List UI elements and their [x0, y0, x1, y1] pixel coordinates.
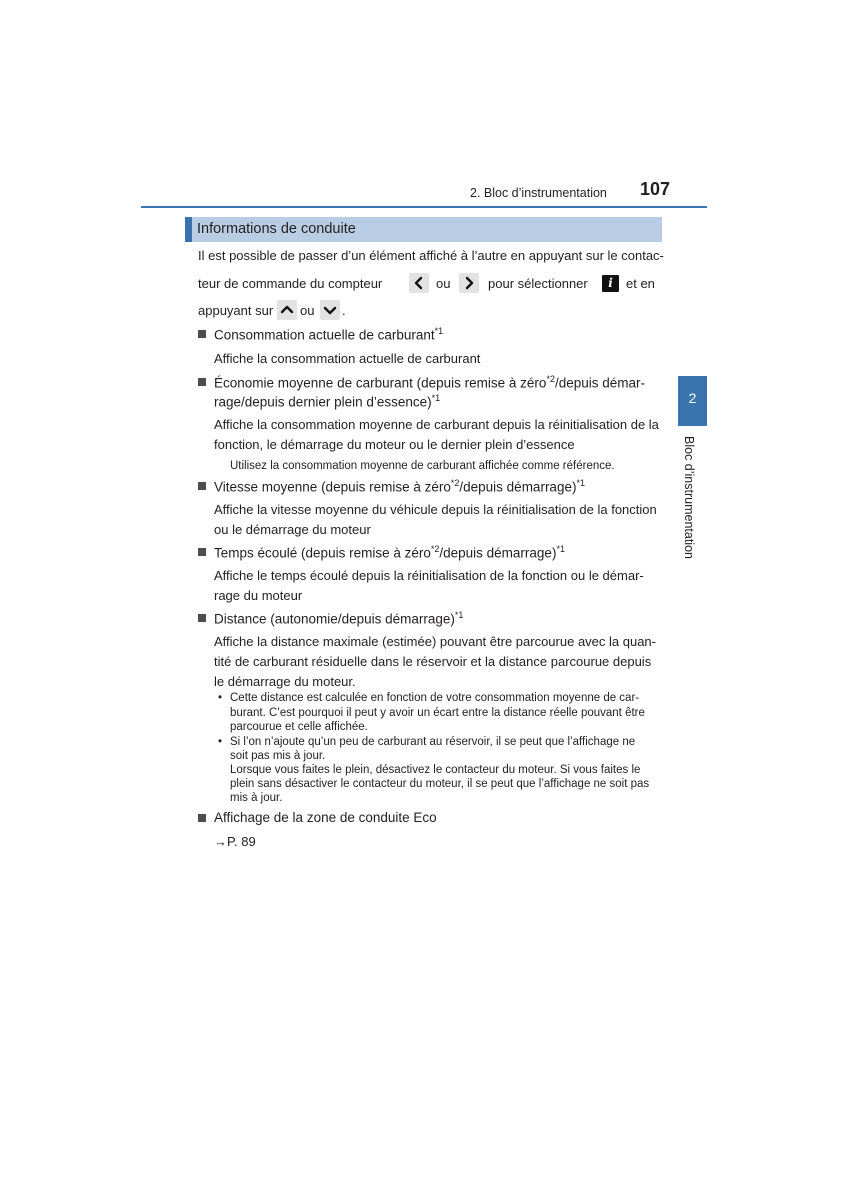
section-title: Informations de conduite — [197, 221, 356, 237]
chevron-left-icon — [409, 273, 429, 293]
footnote-marker: *1 — [431, 393, 441, 403]
item-desc-4-line-1: Affiche le temps écoulé depuis la réinitialisation de la fonction ou le démar- — [214, 568, 644, 583]
intro-or-2: ou — [300, 303, 315, 318]
note-5-2-line-4: plein sans désactiver le contacteur du moteur, il se peut que l’affichage ne soit pas — [230, 778, 650, 790]
page-number: 107 — [640, 179, 671, 199]
item-title: /depuis démarrage) — [459, 479, 577, 495]
intro-period: . — [342, 303, 346, 318]
bullet-dot: • — [218, 692, 223, 704]
item-title: Économie moyenne de carburant (depuis remise à zéro — [214, 375, 547, 391]
info-icon: i — [602, 275, 619, 292]
square-bullet-icon — [198, 614, 206, 622]
footnote-marker: *2 — [546, 374, 555, 384]
item-heading-3 — [214, 478, 585, 495]
item-desc-2-line-2: fonction, le démarrage du moteur ou le dernier plein d’essence — [214, 437, 575, 452]
item-title: Distance (autonomie/depuis démarrage) — [214, 611, 455, 627]
bullet-dot: • — [218, 736, 223, 748]
item-heading-1 — [214, 326, 443, 343]
square-bullet-icon — [198, 814, 206, 822]
footnote-marker: *2 — [430, 544, 440, 554]
item-desc-4-line-2: rage du moteur — [214, 588, 303, 603]
footnote-marker: *1 — [556, 544, 565, 554]
note-5-1-line-2: burant. C’est pourquoi il peut y avoir un écart entre la distance réelle pouvant être — [230, 707, 645, 719]
intro-line-3a: appuyant sur — [198, 303, 274, 318]
note-5-1-line-3: parcourue et celle affichée. — [230, 721, 368, 733]
square-bullet-icon — [198, 548, 206, 556]
intro-or-1: ou — [436, 276, 451, 291]
note-5-2-line-3: Lorsque vous faites le plein, désactivez le contacteur du moteur. Si vous faites le — [230, 764, 641, 776]
footnote-marker: *1 — [576, 478, 585, 488]
running-header: 2. Bloc d’instrumentation — [470, 186, 607, 200]
intro-line-2a: teur de commande du compteur — [198, 276, 383, 291]
item-title: Vitesse moyenne (depuis remise à zéro — [214, 479, 451, 495]
footnote-marker: *2 — [450, 478, 460, 488]
note-5-1-line-1: Cette distance est calculée en fonction de votre consommation moyenne de car- — [230, 692, 640, 704]
footnote-marker: *1 — [454, 610, 464, 620]
item-desc-5-line-3: le démarrage du moteur. — [214, 674, 356, 689]
item-heading-2a — [214, 374, 645, 391]
item-desc-1: Affiche la consommation actuelle de carburant — [214, 351, 481, 366]
item-title: rage/depuis dernier plein d’essence) — [214, 394, 432, 410]
note-5-2-line-5: mis à jour. — [230, 792, 283, 804]
item-heading-5 — [214, 610, 463, 627]
square-bullet-icon — [198, 330, 206, 338]
note-5-2-line-2: soit pas mis à jour. — [230, 750, 326, 762]
chevron-right-icon — [459, 273, 479, 293]
intro-line-2d: et en — [626, 276, 655, 291]
item-title: /depuis démarrage) — [439, 545, 557, 561]
square-bullet-icon — [198, 482, 206, 490]
chapter-side-label: Bloc d’instrumentation — [682, 436, 696, 559]
item-desc-5-line-1: Affiche la distance maximale (estimée) pouvant être parcourue avec la quan- — [214, 634, 656, 649]
footnote-marker: *1 — [434, 326, 444, 336]
chevron-up-icon — [277, 300, 297, 320]
chapter-tab: 2 — [678, 376, 707, 426]
item-heading-4 — [214, 544, 565, 561]
item-desc-3-line-2: ou le démarrage du moteur — [214, 522, 371, 537]
note-5-2-line-1: Si l’on n’ajoute qu’un peu de carburant au réservoir, il se peut que l’affichage ne — [230, 736, 636, 748]
item-desc-5-line-2: tité de carburant résiduelle dans le réservoir et la distance parcourue depuis — [214, 654, 652, 669]
item-desc-2-line-1: Affiche la consommation moyenne de carburant depuis la réinitialisation de la — [214, 417, 659, 432]
item-heading-6: Affichage de la zone de conduite Eco — [214, 810, 437, 825]
intro-line-2c: pour sélectionner — [488, 276, 588, 291]
item-title: /depuis démar- — [554, 375, 645, 391]
item-note-2: Utilisez la consommation moyenne de carburant affichée comme référence. — [230, 460, 615, 472]
item-heading-2b — [214, 393, 440, 410]
header-rule — [141, 206, 707, 208]
square-bullet-icon — [198, 378, 206, 386]
chevron-down-icon — [320, 300, 340, 320]
item-desc-3-line-1: Affiche la vitesse moyenne du véhicule depuis la réinitialisation de la fonction — [214, 502, 657, 517]
page-reference-link[interactable]: →P. 89 — [214, 834, 256, 849]
intro-line-1: Il est possible de passer d’un élément affiché à l’autre en appuyant sur le contac- — [198, 248, 664, 263]
section-title-bar — [185, 217, 662, 242]
item-title: Temps écoulé (depuis remise à zéro — [214, 545, 431, 561]
item-title: Consommation actuelle de carburant — [214, 327, 435, 343]
section-accent — [185, 217, 192, 242]
